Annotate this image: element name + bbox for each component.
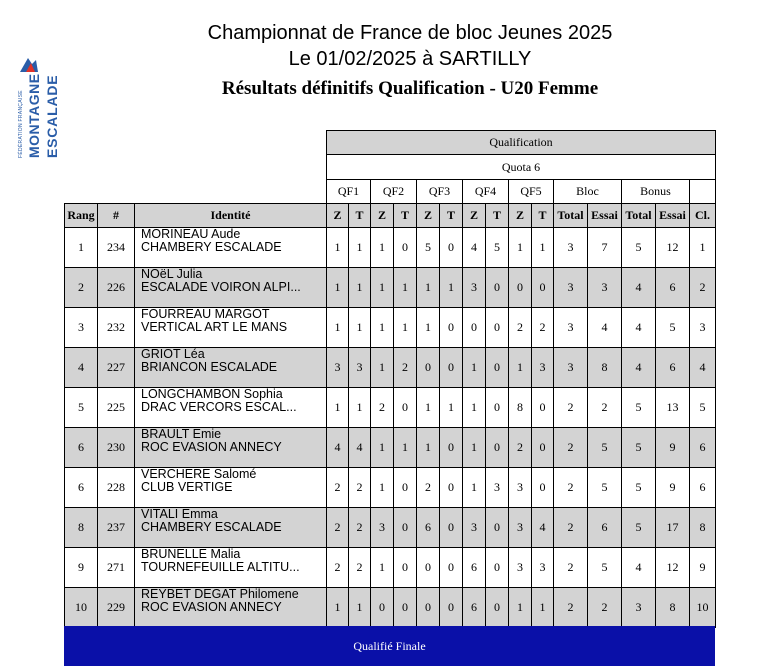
score-cell: 1 <box>462 387 486 428</box>
score-cell: 4 <box>689 347 716 388</box>
num-header: # <box>97 203 135 228</box>
cl-header: Cl. <box>689 203 716 228</box>
score-cell: 3 <box>508 547 532 588</box>
score-cell: 1 <box>370 427 394 468</box>
score-cell: 5 <box>621 427 656 468</box>
logo-text-escalade: ESCALADE <box>44 74 60 158</box>
score-cell: 1 <box>439 267 463 308</box>
score-cell: 4 <box>326 427 349 468</box>
score-cell: 6 <box>416 507 440 548</box>
score-cell: 5 <box>587 467 622 508</box>
score-cell: 0 <box>393 467 417 508</box>
results-subtitle: Résultats définitifs Qualification - U20 Femme <box>221 78 599 99</box>
score-cell: 1 <box>348 267 371 308</box>
t-header: T <box>393 203 417 228</box>
score-cell: 6 <box>587 507 622 548</box>
score-cell: 4 <box>587 307 622 348</box>
score-cell: 0 <box>485 387 509 428</box>
score-cell: 4 <box>621 547 656 588</box>
score-cell: 0 <box>439 307 463 348</box>
score-cell: 1 <box>348 307 371 348</box>
score-cell: 0 <box>439 467 463 508</box>
score-cell: 3 <box>508 467 532 508</box>
athlete-name: GRIOT Léa <box>141 347 205 361</box>
cl-group-blank <box>689 179 716 204</box>
score-cell: 0 <box>485 587 509 628</box>
score-cell: 1 <box>393 427 417 468</box>
group-header: Bonus <box>621 179 690 204</box>
rang-cell: 3 <box>64 307 98 348</box>
group-header: QF4 <box>462 179 509 204</box>
score-cell: 1 <box>326 307 349 348</box>
athlete-name: FOURREAU MARGOT <box>141 307 270 321</box>
bib-cell: 229 <box>97 587 135 628</box>
bib-cell: 226 <box>97 267 135 308</box>
score-cell: 13 <box>655 387 690 428</box>
rang-cell: 10 <box>64 587 98 628</box>
score-cell: 6 <box>462 587 486 628</box>
score-cell: 1 <box>439 387 463 428</box>
score-cell: 2 <box>587 387 622 428</box>
score-cell: 8 <box>587 347 622 388</box>
qualification-header: Qualification <box>326 130 716 155</box>
score-cell: 2 <box>326 547 349 588</box>
score-cell: 0 <box>462 307 486 348</box>
score-cell: 0 <box>485 347 509 388</box>
identity-cell <box>134 347 327 388</box>
score-cell: 5 <box>621 507 656 548</box>
score-cell: 1 <box>462 347 486 388</box>
group-header: QF3 <box>416 179 463 204</box>
group-header: Bloc <box>553 179 622 204</box>
score-cell: 1 <box>348 587 371 628</box>
score-cell: 0 <box>416 547 440 588</box>
quota-header: Quota 6 <box>326 154 716 180</box>
score-cell: 5 <box>621 387 656 428</box>
t-header: T <box>348 203 371 228</box>
score-cell: 2 <box>326 467 349 508</box>
score-cell: 1 <box>370 267 394 308</box>
score-cell: 5 <box>587 547 622 588</box>
score-cell: 5 <box>485 227 509 268</box>
z-header: Z <box>370 203 394 228</box>
score-cell: 3 <box>370 507 394 548</box>
score-cell: 1 <box>370 307 394 348</box>
score-cell: 0 <box>485 427 509 468</box>
bib-cell: 271 <box>97 547 135 588</box>
score-cell: 6 <box>655 267 690 308</box>
club-name: ESCALADE VOIRON ALPI... <box>141 280 301 294</box>
score-cell: 8 <box>508 387 532 428</box>
page-header <box>150 20 670 104</box>
qualified-final-bar <box>64 626 715 666</box>
score-cell: 3 <box>485 467 509 508</box>
rang-cell: 5 <box>64 387 98 428</box>
score-cell: 0 <box>485 307 509 348</box>
athlete-name: REYBET DEGAT Philomene <box>141 587 299 601</box>
score-cell: 1 <box>462 427 486 468</box>
score-cell: 1 <box>370 467 394 508</box>
score-cell: 0 <box>416 347 440 388</box>
score-cell: 1 <box>508 587 532 628</box>
score-cell: 9 <box>655 467 690 508</box>
score-cell: 3 <box>553 307 588 348</box>
score-cell: 1 <box>393 307 417 348</box>
identity-cell <box>134 267 327 308</box>
club-name: TOURNEFEUILLE ALTITU... <box>141 560 300 574</box>
score-cell: 3 <box>348 347 371 388</box>
athlete-name: MORINEAU Aude <box>141 227 241 241</box>
score-cell: 1 <box>393 267 417 308</box>
score-cell: 5 <box>621 467 656 508</box>
score-cell: 4 <box>462 227 486 268</box>
score-cell: 6 <box>689 427 716 468</box>
score-cell: 2 <box>553 427 588 468</box>
score-cell: 2 <box>553 587 588 628</box>
identity-cell <box>134 307 327 348</box>
score-cell: 1 <box>370 347 394 388</box>
club-name: CHAMBERY ESCALADE <box>141 240 282 254</box>
qualified-final-label: Qualifié Finale <box>353 638 426 653</box>
score-cell: 1 <box>348 387 371 428</box>
score-cell: 0 <box>393 227 417 268</box>
score-cell: 2 <box>553 547 588 588</box>
score-cell: 2 <box>553 387 588 428</box>
score-cell: 2 <box>370 387 394 428</box>
score-cell: 0 <box>393 587 417 628</box>
score-cell: 2 <box>393 347 417 388</box>
score-cell: 1 <box>689 227 716 268</box>
bib-cell: 230 <box>97 427 135 468</box>
z-header: Z <box>508 203 532 228</box>
group-header: QF1 <box>326 179 371 204</box>
date-place: Le 01/02/2025 à SARTILLY <box>288 48 532 70</box>
score-cell: 7 <box>587 227 622 268</box>
score-cell: 3 <box>553 267 588 308</box>
score-cell: 0 <box>531 267 554 308</box>
score-cell: 3 <box>508 507 532 548</box>
club-name: ROC EVASION ANNECY <box>141 600 282 614</box>
rang-cell: 8 <box>64 507 98 548</box>
score-cell: 5 <box>416 227 440 268</box>
rang-cell: 9 <box>64 547 98 588</box>
score-cell: 0 <box>485 507 509 548</box>
athlete-name: LONGCHAMBON Sophia <box>141 387 283 401</box>
score-cell: 1 <box>531 587 554 628</box>
rang-cell: 1 <box>64 227 98 268</box>
bib-cell: 234 <box>97 227 135 268</box>
score-cell: 3 <box>689 307 716 348</box>
club-name: CHAMBERY ESCALADE <box>141 520 282 534</box>
score-cell: 2 <box>326 507 349 548</box>
rang-cell: 4 <box>64 347 98 388</box>
score-cell: 8 <box>689 507 716 548</box>
score-cell: 2 <box>587 587 622 628</box>
score-cell: 5 <box>587 427 622 468</box>
score-cell: 0 <box>439 587 463 628</box>
score-cell: 8 <box>655 587 690 628</box>
score-cell: 6 <box>655 347 690 388</box>
score-cell: 1 <box>326 387 349 428</box>
logo-text-montagne: MONTAGNE <box>26 73 42 158</box>
identity-cell <box>134 467 327 508</box>
page-title: Championnat de France de bloc Jeunes 2025 <box>207 22 613 44</box>
score-cell: 3 <box>531 347 554 388</box>
score-cell: 1 <box>326 587 349 628</box>
score-cell: 3 <box>462 507 486 548</box>
score-cell: 1 <box>508 227 532 268</box>
bib-cell: 228 <box>97 467 135 508</box>
score-cell: 9 <box>689 547 716 588</box>
score-cell: 0 <box>393 387 417 428</box>
athlete-name: VERCHERE Salomé <box>141 467 257 481</box>
group-header: QF5 <box>508 179 554 204</box>
score-cell: 4 <box>531 507 554 548</box>
score-cell: 0 <box>370 587 394 628</box>
club-name: VERTICAL ART LE MANS <box>141 320 288 334</box>
identity-cell <box>134 427 327 468</box>
score-cell: 1 <box>462 467 486 508</box>
rang-cell: 6 <box>64 427 98 468</box>
score-cell: 1 <box>508 347 532 388</box>
score-cell: 1 <box>416 387 440 428</box>
score-cell: 4 <box>348 427 371 468</box>
group-header: QF2 <box>370 179 417 204</box>
rang-cell: 6 <box>64 467 98 508</box>
score-cell: 17 <box>655 507 690 548</box>
score-cell: 5 <box>621 227 656 268</box>
score-cell: 2 <box>508 427 532 468</box>
score-cell: 2 <box>689 267 716 308</box>
bonus-total-header: Total <box>621 203 656 228</box>
score-cell: 4 <box>621 307 656 348</box>
score-cell: 2 <box>348 467 371 508</box>
bib-cell: 237 <box>97 507 135 548</box>
athlete-name: NOëL Julia <box>141 267 203 281</box>
score-cell: 1 <box>531 227 554 268</box>
score-cell: 0 <box>439 507 463 548</box>
score-cell: 0 <box>439 347 463 388</box>
score-cell: 0 <box>531 427 554 468</box>
score-cell: 3 <box>462 267 486 308</box>
score-cell: 12 <box>655 227 690 268</box>
z-header: Z <box>326 203 349 228</box>
athlete-name: VITALI Emma <box>141 507 218 521</box>
athlete-name: BRAULT Emie <box>141 427 222 441</box>
score-cell: 0 <box>485 547 509 588</box>
score-cell: 1 <box>416 307 440 348</box>
score-cell: 6 <box>689 467 716 508</box>
score-cell: 1 <box>370 227 394 268</box>
score-cell: 3 <box>587 267 622 308</box>
score-cell: 0 <box>439 427 463 468</box>
score-cell: 2 <box>531 307 554 348</box>
score-cell: 0 <box>393 547 417 588</box>
score-cell: 2 <box>416 467 440 508</box>
score-cell: 3 <box>553 347 588 388</box>
club-name: BRIANCON ESCALADE <box>141 360 278 374</box>
identity-cell <box>134 507 327 548</box>
score-cell: 1 <box>326 227 349 268</box>
logo-small-text: FÉDÉRATION FRANÇAISE <box>18 90 24 158</box>
score-cell: 2 <box>508 307 532 348</box>
score-cell: 1 <box>416 427 440 468</box>
z-header: Z <box>416 203 440 228</box>
score-cell: 1 <box>370 547 394 588</box>
score-cell: 0 <box>508 267 532 308</box>
score-cell: 2 <box>348 547 371 588</box>
rang-header: Rang <box>64 203 98 228</box>
score-cell: 9 <box>655 427 690 468</box>
z-header: Z <box>462 203 486 228</box>
score-cell: 0 <box>531 387 554 428</box>
identity-cell <box>134 547 327 588</box>
bib-cell: 225 <box>97 387 135 428</box>
score-cell: 0 <box>485 267 509 308</box>
score-cell: 0 <box>439 547 463 588</box>
club-name: CLUB VERTIGE <box>141 480 233 494</box>
bib-cell: 227 <box>97 347 135 388</box>
score-cell: 3 <box>621 587 656 628</box>
bloc-total-header: Total <box>553 203 588 228</box>
score-cell: 6 <box>462 547 486 588</box>
score-cell: 10 <box>689 587 716 628</box>
score-cell: 4 <box>621 267 656 308</box>
score-cell: 0 <box>416 587 440 628</box>
t-header: T <box>439 203 463 228</box>
score-cell: 2 <box>553 507 588 548</box>
score-cell: 0 <box>393 507 417 548</box>
score-cell: 0 <box>439 227 463 268</box>
t-header: T <box>531 203 554 228</box>
bib-cell: 232 <box>97 307 135 348</box>
club-name: DRAC VERCORS ESCAL... <box>141 400 297 414</box>
identity-cell <box>134 387 327 428</box>
score-cell: 5 <box>689 387 716 428</box>
score-cell: 3 <box>553 227 588 268</box>
rang-cell: 2 <box>64 267 98 308</box>
federation-logo <box>14 18 64 158</box>
score-cell: 0 <box>531 467 554 508</box>
identity-cell <box>134 587 327 628</box>
club-name: ROC EVASION ANNECY <box>141 440 282 454</box>
bloc-essai-header: Essai <box>587 203 622 228</box>
score-cell: 3 <box>326 347 349 388</box>
score-cell: 2 <box>553 467 588 508</box>
score-cell: 5 <box>655 307 690 348</box>
identity-cell <box>134 227 327 268</box>
score-cell: 1 <box>348 227 371 268</box>
athlete-name: BRUNELLE Malia <box>141 547 241 561</box>
bonus-essai-header: Essai <box>655 203 690 228</box>
identity-header: Identité <box>134 203 327 228</box>
score-cell: 1 <box>326 267 349 308</box>
score-cell: 1 <box>416 267 440 308</box>
score-cell: 3 <box>531 547 554 588</box>
score-cell: 12 <box>655 547 690 588</box>
score-cell: 2 <box>348 507 371 548</box>
t-header: T <box>485 203 509 228</box>
score-cell: 4 <box>621 347 656 388</box>
